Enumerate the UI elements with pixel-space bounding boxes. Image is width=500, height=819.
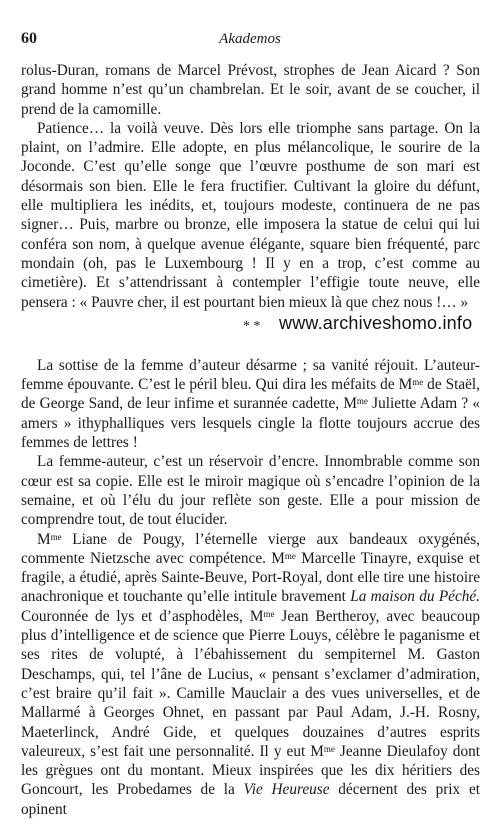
paragraph-2: Patience… la voilà veuve. Dès lors elle triomphe sans partage. On la plaint, on l’admire. Elle adopte, en plus mélancolique, le sourire de la Joconde. C’est qu’elle songe que l’œuvre posthume de son mari est désormais son bien. Elle le fera fructifier. Cultivant la gloire du défunt, elle multipliera les inédits, et, toujours modeste, continuera de ne pas signer… Puis, marbre ou bronze, elle imposera la statue de celui qui lui conféra son nom, à quelque avenue élégante, square bien fréquenté, parc mondain (oh, pas le Luxembourg ! Il y en a trop, c’est comme au cimetière). Et s’attendrissant à contempler l’effigie toute neuve, elle pensera : « Pauvre cher, il est pourtant bien mieux là que chez nous !… » bbox=[21, 119, 480, 311]
watermark-url: www.archiveshomo.info bbox=[279, 312, 473, 333]
page-number: 60 bbox=[21, 30, 37, 47]
paragraph-3: La sottise de la femme d’auteur désarme ; sa vanité réjouit. L’auteur-femme épouvante. C’est le péril bleu. Qui dira les méfaits de $M^{me}$ de Staël, de George Sand, de leur infime et surannée cadette, $M^{me}$ Juliette Adam ? « amers » ithyphalliques vers lesquels cingle la flotte toujours accrue des femmes de lettres ! bbox=[21, 356, 481, 452]
book-title: La maison du Péché. bbox=[350, 588, 481, 606]
page-body bbox=[21, 61, 480, 819]
section-separator bbox=[21, 312, 480, 356]
asterism: * * bbox=[243, 318, 261, 334]
magazine-title: Vie Heureuse bbox=[243, 781, 330, 799]
paragraph-1: rolus-Duran, romans de Marcel Prévost, strophes de Jean Aicard ? Son grand homme n’est qu’un chambrelan. Et le soir, avant de se coucher, il prend de la camomille. bbox=[21, 62, 480, 118]
paragraph-5: $M^{me}$ Liane de Pougy, l’éternelle vierge aux bandeaux oxygénés, commente Nietzsche avec compétence. $M^{me}$ Marcelle Tinayre, exquise et fragile, a étudié, après Sainte-Beuve, Port-Royal, dont elle tire une histoire anachronique et touchante qu’elle intitule bravement La maison du Péché. Couronnée de lys et d’asphodèles, $M^{me}$ Jean Bertheroy, avec beaucoup plus d’intelligence et de science que Pierre Louys, célèbre le paganisme et ses rites de volupté, à l’ébahissement du sempiternel M. Gaston Deschamps, qui, tel l’âne de Lucius, « pensant s’exclamer d’admiration, c’est braire qu’il fait ». Camille Mauclair a des vues universelles, et de Mallarmé à Georges Ohnet, en passant par Paul Adam, J.-H. Rosny, Maeterlinck, André Gide, et quelques douzaines d’autres esprits valeureux, s’est fait une personnalité. Il y eut $M^{me}$ Jeanne Dieulafoy dont les grègues ont du montant. Mieux inspirées que les dix héritiers des Goncourt, les Probedames de la Vie Heureuse décernent des prix et opinent bbox=[21, 530, 481, 818]
paragraph-4: La femme-auteur, c’est un réservoir d’encre. Innombrable comme son cœur est sa copie. Elle est le miroir magique où s’encadre l’opinion de la semaine, et où l’élu du jour reflète son geste. Elle a pour mission de comprendre tout, de tout élucider. bbox=[21, 453, 480, 529]
page-header bbox=[21, 30, 479, 54]
running-title: Akademos bbox=[219, 31, 281, 47]
